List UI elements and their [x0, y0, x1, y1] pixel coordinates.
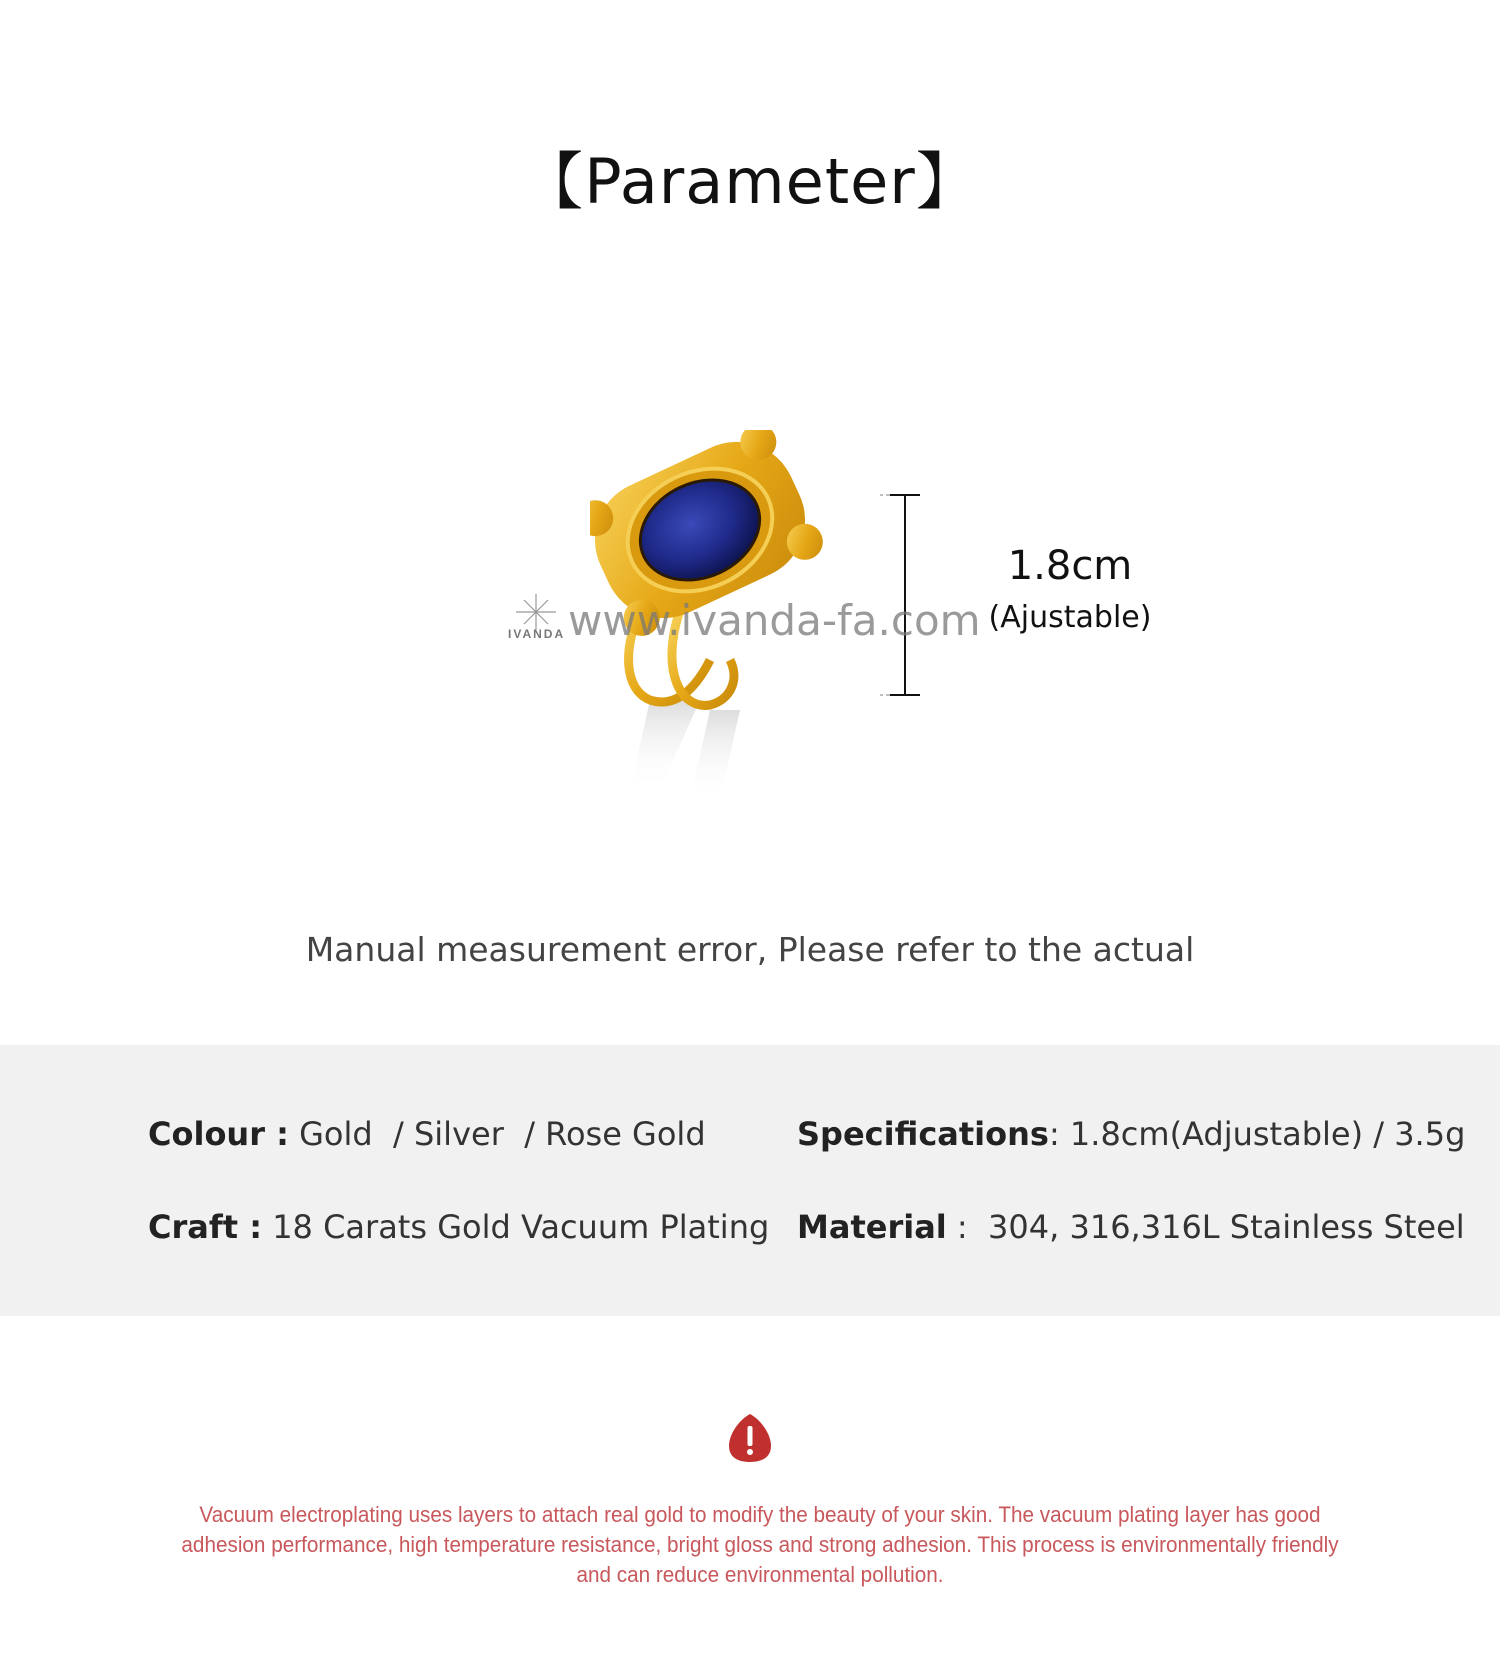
spec-colour-value: Gold / Silver / Rose Gold [288, 1115, 706, 1153]
spec-material-value: : 304, 316,316L Stainless Steel [946, 1208, 1465, 1246]
specs-panel [0, 1045, 1500, 1316]
spec-craft-label: Craft : [148, 1208, 263, 1246]
plating-warning-text: Vacuum electroplating uses layers to attach real gold to modify the beauty of your skin. The vacuum plating layer has good adhesion performance, high temperature resistance, bright gloss and strong adhesion. This process is environmentally friendly and can reduce environmental pollution. [181, 1502, 1339, 1587]
size-dimension-bracket [880, 490, 940, 700]
size-label: 1.8cm [1007, 543, 1133, 589]
spec-specifications-label: Specifications [797, 1115, 1049, 1153]
spec-specifications-value: : 1.8cm(Adjustable) / 3.5g [1048, 1115, 1466, 1153]
page-title: 【Parameter】 [521, 145, 979, 218]
spec-colour [148, 1115, 706, 1153]
spec-specifications [797, 1115, 1465, 1153]
measurement-note: Manual measurement error, Please refer to the actual [305, 930, 1195, 969]
spec-craft-value: 18 Carats Gold Vacuum Plating [262, 1208, 770, 1246]
spec-material [797, 1208, 1465, 1246]
size-sub-label: (Ajustable) [988, 600, 1152, 635]
spec-material-label: Material [797, 1208, 947, 1246]
watermark-url: www.ivanda-fa.com [568, 596, 981, 645]
spec-colour-label: Colour : [148, 1115, 289, 1153]
exclamation-drop-icon [727, 1412, 773, 1464]
watermark-brand: IVANDA [508, 627, 566, 641]
spec-craft [148, 1208, 769, 1246]
